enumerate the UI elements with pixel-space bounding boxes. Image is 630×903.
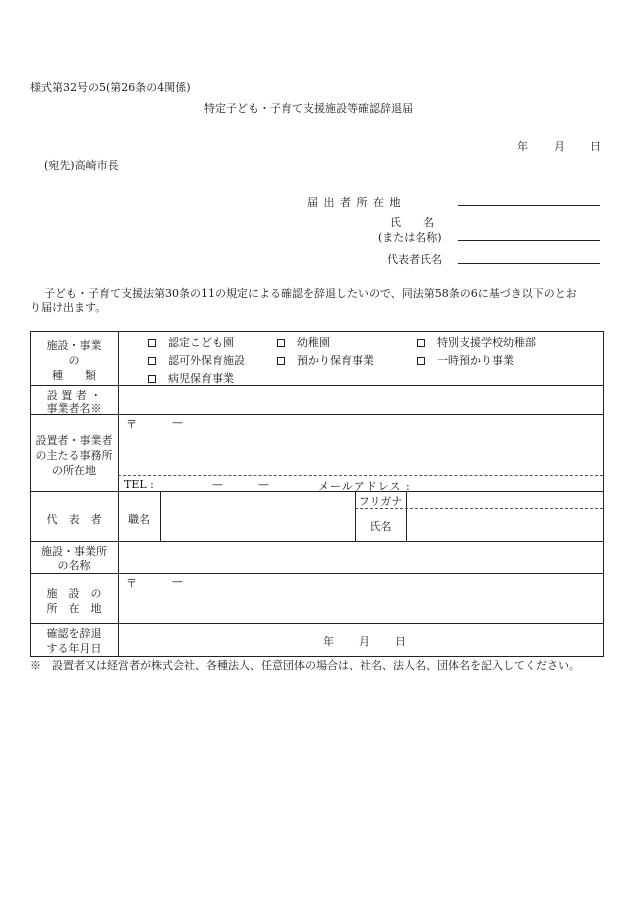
rep-label: 代 表 者 bbox=[46, 513, 102, 526]
applicant-name-line[interactable] bbox=[458, 240, 600, 241]
office-label-3: の所在地 bbox=[52, 464, 96, 477]
withdrawal-date-label-1: 確認を辞退 bbox=[46, 627, 102, 640]
founder-label-1: 設 置 者 ・ bbox=[46, 389, 102, 402]
office-label-2: の主たる事務所 bbox=[35, 449, 113, 462]
facility-address-label-1: 施 設 の bbox=[46, 587, 102, 600]
applicant-name-sub-label: (または名称) bbox=[378, 231, 442, 244]
withdrawal-date-label-2: する年月日 bbox=[46, 642, 102, 655]
checkbox-icon[interactable] bbox=[277, 357, 285, 365]
option-special-support-kindergarten[interactable]: 特別支援学校幼稚部 bbox=[417, 334, 536, 350]
footnote: ※ 設置者又は経営者が株式会社、各種法人、任意団体の場合は、社名、法人名、団体名を記入してください。 bbox=[30, 659, 580, 672]
withdrawal-year-label: 年 bbox=[323, 635, 334, 648]
founder-label-2: 事業者名※ bbox=[46, 402, 102, 415]
facility-address-label-2: 所 在 地 bbox=[46, 602, 102, 615]
applicant-rep-line[interactable] bbox=[458, 263, 600, 264]
date-year-label: 年 bbox=[517, 140, 528, 153]
option-certified-kodomoen[interactable]: 認定こども園 bbox=[148, 334, 234, 350]
furigana-label: フリガナ bbox=[358, 495, 403, 508]
applicant-address-line[interactable] bbox=[458, 205, 600, 206]
tel-dash-2: — bbox=[258, 478, 269, 491]
applicant-rep-label: 代表者氏名 bbox=[387, 253, 442, 266]
addressee: (宛先)高崎市長 bbox=[44, 159, 119, 172]
body-text-line-1: 子ども・子育て支援法第30条の11の規定による確認を辞退したいので、同法第58条の6に基づき以下のとお bbox=[44, 287, 577, 300]
date-day-label: 日 bbox=[590, 140, 601, 153]
facility-name-field[interactable] bbox=[119, 542, 603, 572]
founder-name-field[interactable] bbox=[119, 386, 603, 414]
form-number: 様式第32号の5(第26条の4関係) bbox=[30, 81, 191, 94]
date-month-label: 月 bbox=[554, 140, 565, 153]
facility-postal-mark: 〒 bbox=[126, 577, 137, 590]
postal-dash: — bbox=[172, 416, 183, 429]
checkbox-icon[interactable] bbox=[417, 357, 425, 365]
postal-mark: 〒 bbox=[126, 418, 137, 431]
body-text-line-2: り届け出ます。 bbox=[30, 301, 107, 314]
job-title-label: 職名 bbox=[128, 513, 150, 526]
option-extended-care[interactable]: 預かり保育事業 bbox=[277, 352, 374, 368]
type-label-1: 施設・事業 bbox=[46, 339, 102, 352]
checkbox-icon[interactable] bbox=[148, 339, 156, 347]
checkbox-icon[interactable] bbox=[148, 375, 156, 383]
option-sick-child-care[interactable]: 病児保育事業 bbox=[148, 370, 234, 386]
facility-postal-dash: — bbox=[172, 575, 183, 588]
checkbox-icon[interactable] bbox=[148, 357, 156, 365]
furigana-field[interactable] bbox=[407, 492, 603, 507]
rep-name-label: 氏名 bbox=[369, 520, 392, 533]
tel-label: TEL : bbox=[124, 478, 154, 491]
rep-name-field[interactable] bbox=[407, 509, 603, 540]
option-unlicensed-childcare[interactable]: 認可外保育施設 bbox=[148, 352, 245, 368]
facility-address-field[interactable] bbox=[119, 590, 603, 622]
office-label-1: 設置者・事業者 bbox=[35, 434, 113, 447]
withdrawal-month-label: 月 bbox=[359, 635, 370, 648]
applicant-name-label: 氏 名 bbox=[390, 216, 434, 229]
applicant-address-label: 届 出 者 所 在 地 bbox=[307, 196, 402, 209]
withdrawal-day-label: 日 bbox=[395, 635, 406, 648]
facility-name-label-1: 施設・事業所 bbox=[41, 545, 107, 558]
option-temporary-care[interactable]: 一時預かり事業 bbox=[417, 352, 514, 368]
form-title: 特定子ども・子育て支援施設等確認辞退届 bbox=[204, 102, 413, 115]
facility-name-label-2: の名称 bbox=[57, 559, 91, 572]
checkbox-icon[interactable] bbox=[277, 339, 285, 347]
tel-dash-1: — bbox=[212, 478, 223, 491]
job-title-field[interactable] bbox=[161, 492, 354, 540]
email-label: メールアドレス : bbox=[318, 480, 411, 493]
office-address-field[interactable] bbox=[119, 430, 603, 474]
option-kindergarten[interactable]: 幼稚園 bbox=[277, 334, 330, 350]
checkbox-icon[interactable] bbox=[417, 339, 425, 347]
type-label-3: 種 類 bbox=[52, 369, 96, 382]
type-label-2: の bbox=[68, 354, 80, 367]
